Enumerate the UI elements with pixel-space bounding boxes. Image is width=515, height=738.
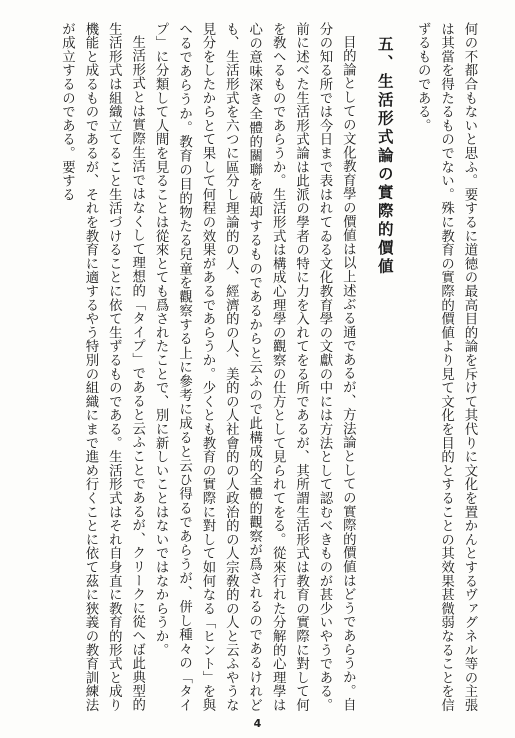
paragraph-purpose-and-method: 目的論としての文化教育學の價値は以上述ぶる通であるが、方法論としての實際的價値はどうであらうか。自分の知る所では今日まで表はれてゐる文化教育學の文獻の中には方法として認むべきものが甚少いやうである。前に述べた生活形式論は此派の學者の特に力を入れてをる所であるが、其所謂生活形式は教育の實際に對して何を敎へるものであらうか。生活形式は構成心理學の觀察の仕方として見られてをる。從來行れた分解的心理學は心の意味深き全體的關聯を破却するものであるからと云ふので此構成的全體的觀察が爲されるのであるけれども、生活形式を六つに區分し理論的の人、經濟的の人、美的の人社會的の人政治的の人宗敎的の人と云ふやうな見分をしたからとて果して何程の效果があるであらうか。少くとも教育の實際に對して如何なる「ヒント」を與へるであらうか。教育の目的物たる兒童を觀察する上に參考に成ると云ひ得るであらうが、併し種々の「タイプ」に分類して人間を見ることは從來とても爲されたことで、別に新しいことはないではなからうか。 xyxy=(153,22,356,712)
paragraph-life-forms: 生活形式とは實際生活ではなくして理想的「タイプ」であると云ふことであるが、クリークに從へば此典型的生活形式は組織立てること生活づけることに依て生ずるものである。生活形式はそれ自身直に教育的形式と成り機能と成るものであるが、それを教育に適するやう特別の組織にまで進め行くことに依て茲に狹義の教育訓練法が成立するのである。要する xyxy=(59,22,145,712)
paragraph-opening: 何の不都合もないと思ふ。要するに道徳の最高目的論を斥けて其代りに文化を置かんとするヴァグネル等の主張は其當を得たるものでない。殊に教育の實際的價値より見て文化を目的とすることの其效果甚微弱なることを信ずるものである。 xyxy=(415,22,477,712)
vertical-text-body xyxy=(29,22,481,712)
page-number: 4 xyxy=(253,717,262,730)
section-heading: 五、生活形式論の實際的價値 xyxy=(375,35,395,277)
